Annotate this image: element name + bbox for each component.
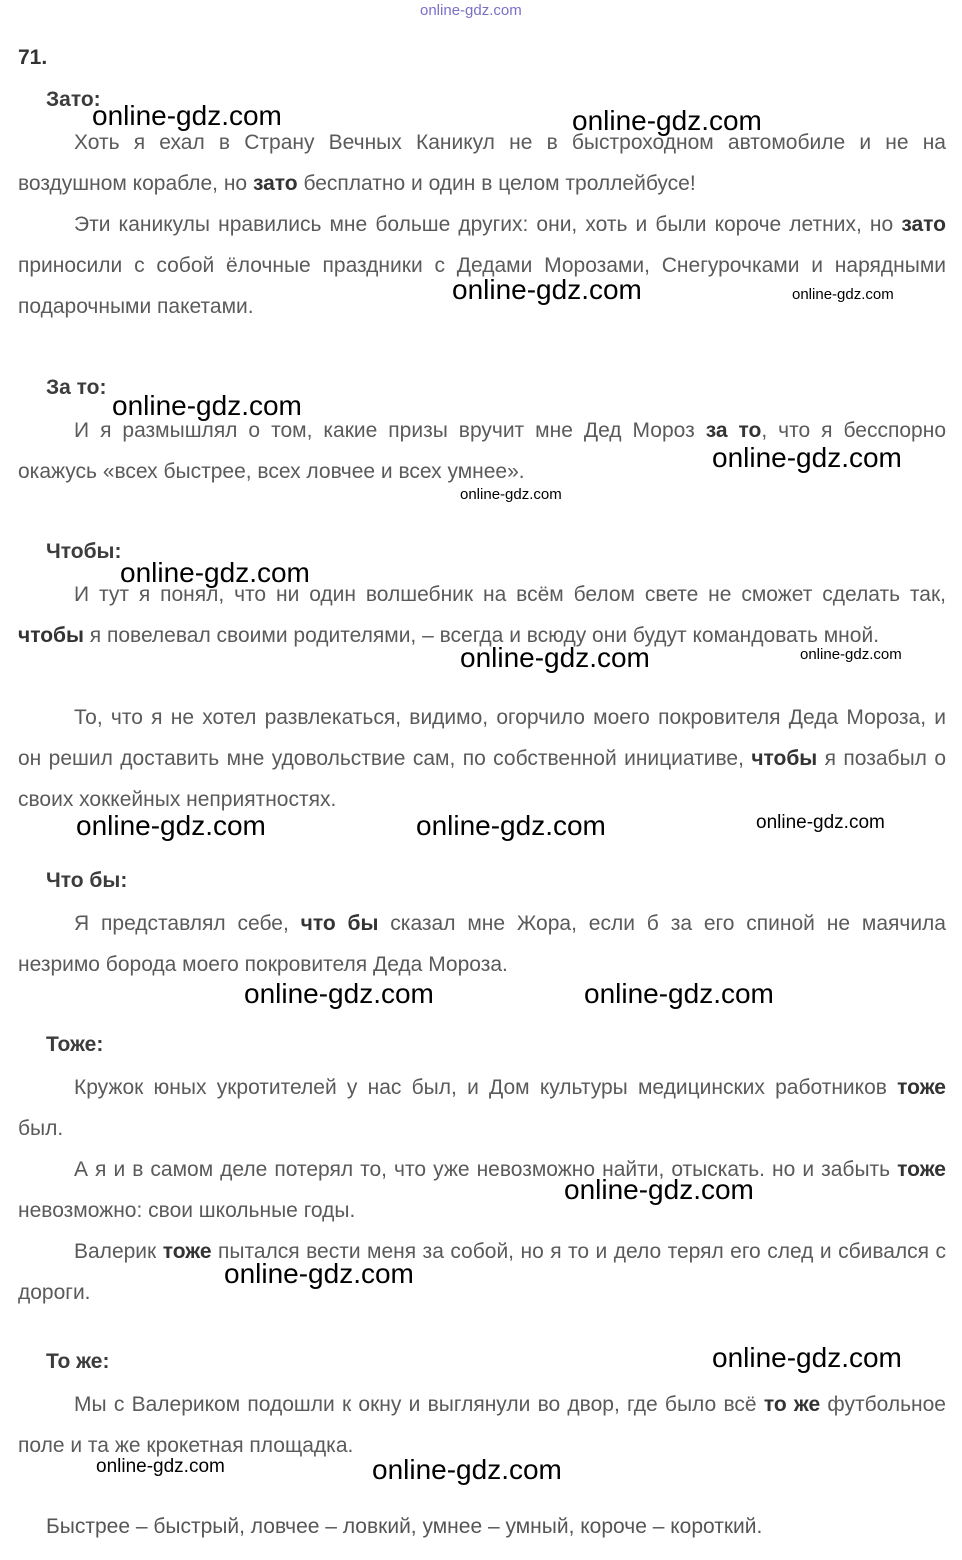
section-paragraph: И я размышлял о том, какие призы вручит мне Дед Мороз за то, что я бесспорно окажусь «всех быстрее, всех ловчее и всех умнее». — [18, 419, 946, 483]
section-paragraph: Я представлял себе, что бы сказал мне Жора, если б за его спиной не маячила незримо борода моего покровителя Деда Мороза. — [18, 912, 946, 976]
watermark: online-gdz.com — [452, 274, 642, 305]
watermark: online-gdz.com — [792, 286, 894, 303]
section-paragraph: Кружок юных укротителей у нас был, и Дом культуры медицинских работников тоже был. — [18, 1076, 946, 1140]
watermark: online-gdz.com — [96, 1456, 225, 1477]
section-paragraph: Валерик тоже пытался вести меня за собой, но я то и дело терял его след и сбивался с дороги. — [18, 1240, 947, 1304]
section-paragraph: А я и в самом деле потерял то, что уже невозможно найти, отыскать. но и забыть тоже невозможно: свои школьные годы. — [18, 1158, 946, 1222]
watermark: online-gdz.com — [800, 646, 902, 663]
section-paragraph: И тут я понял, что ни один волшебник на всём белом свете не сможет сделать так, чтобы я повелевал своими родителями, – всегда и всюду они будут командовать мной. — [18, 583, 946, 647]
section-heading-chto-by: Что бы: — [46, 869, 128, 892]
top-watermark: online-gdz.com — [420, 2, 522, 19]
watermark: online-gdz.com — [460, 486, 562, 503]
section-paragraph: Мы с Валериком подошли к окну и выглянули во двор, где было всё то же футбольное поле и та же крокетная площадка. — [18, 1393, 946, 1457]
section-heading-tozhe: Тоже: — [46, 1033, 104, 1056]
watermark: online-gdz.com — [572, 105, 762, 136]
section-heading-za-to: За то: — [46, 376, 107, 399]
exercise-number: 71. — [18, 46, 48, 69]
watermark: online-gdz.com — [416, 810, 606, 841]
watermark: online-gdz.com — [712, 442, 902, 473]
section-paragraph: Эти каникулы нравились мне больше других: они, хоть и были короче летних, но зато приносили с собой ёлочные праздники с Дедами Морозами, Снегурочками и нарядными подарочными пакетами. — [18, 213, 946, 318]
section-heading-chtoby: Чтобы: — [46, 540, 122, 563]
section-heading-zato: Зато: — [46, 88, 101, 111]
watermark: online-gdz.com — [76, 810, 266, 841]
section-paragraph: Хоть я ехал в Страну Вечных Каникул не в быстроходном автомобиле и не на воздушном корабле, но зато бесплатно и один в целом троллейбусе! — [18, 131, 946, 195]
watermark: online-gdz.com — [712, 1342, 902, 1373]
watermark: online-gdz.com — [564, 1174, 754, 1205]
watermark: online-gdz.com — [372, 1454, 562, 1485]
watermark: online-gdz.com — [112, 390, 302, 421]
watermark: online-gdz.com — [756, 812, 885, 833]
watermark: online-gdz.com — [460, 642, 650, 673]
watermark: online-gdz.com — [120, 557, 310, 588]
watermark: online-gdz.com — [244, 978, 434, 1009]
watermark: online-gdz.com — [584, 978, 774, 1009]
section-paragraph: То, что я не хотел развлекаться, видимо, огорчило моего покровителя Деда Мороза, и он решил доставить мне удовольствие сам, по собственной инициативе, чтобы я позабыл о своих хоккейных неприятностях. — [18, 706, 946, 811]
watermark: online-gdz.com — [224, 1258, 414, 1289]
summary-line: Быстрее – быстрый, ловчее – ловкий, умнее – умный, короче – короткий. — [46, 1515, 763, 1538]
section-heading-to-zhe: То же: — [46, 1350, 110, 1373]
watermark: online-gdz.com — [92, 100, 282, 131]
